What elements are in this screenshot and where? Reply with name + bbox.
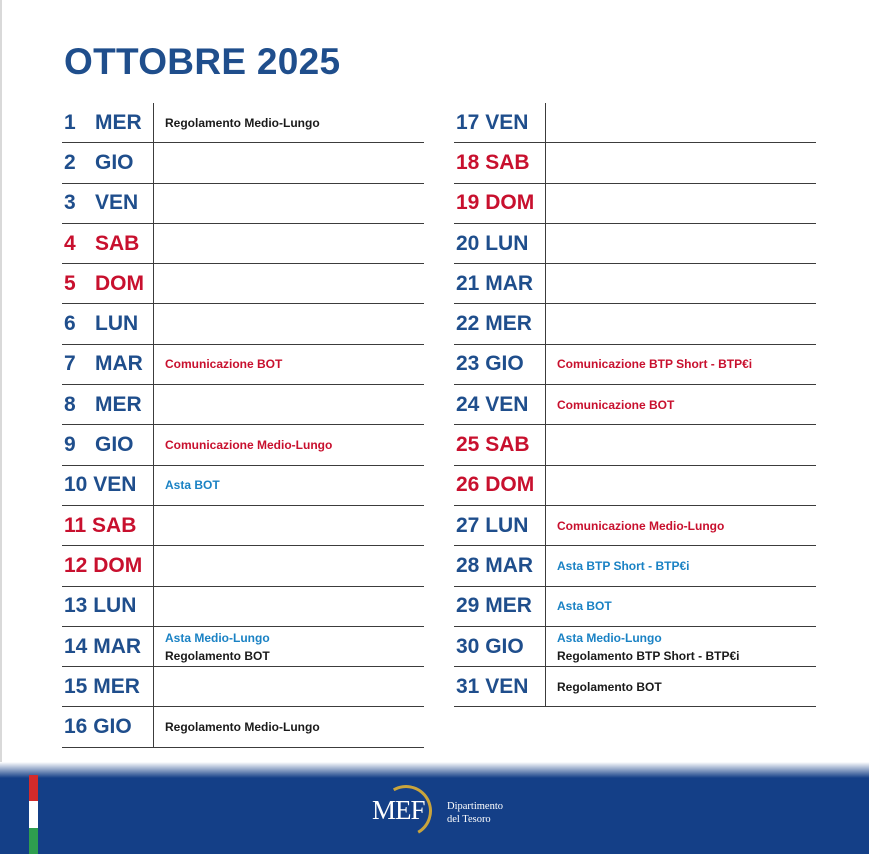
event-entry: Comunicazione BOT [165, 357, 283, 372]
column-divider [545, 304, 546, 344]
day-name: MER [485, 594, 532, 618]
day-number: 3 [64, 191, 76, 215]
day-row [454, 627, 816, 667]
calendar-column-right [454, 103, 816, 707]
day-row [454, 304, 816, 344]
day-row [454, 264, 816, 304]
day-label [62, 676, 153, 698]
day-events [153, 436, 332, 454]
day-label [454, 112, 545, 134]
column-divider [545, 224, 546, 264]
day-number: 21 [456, 271, 480, 295]
day-label [62, 313, 153, 335]
day-label [454, 434, 545, 456]
day-name: SAB [95, 231, 140, 255]
day-name: VEN [485, 392, 529, 416]
day-events [545, 517, 724, 535]
event-entry: Comunicazione Medio-Lungo [165, 438, 333, 453]
day-row [454, 103, 816, 143]
day-name: MER [95, 110, 142, 134]
event-entry: Regolamento BTP Short - BTP€i [557, 648, 740, 663]
day-number: 4 [64, 231, 76, 255]
day-label [454, 515, 545, 537]
day-label [454, 636, 545, 658]
day-name: DOM [95, 271, 144, 295]
day-number: 17 [456, 110, 480, 134]
department-name [447, 800, 503, 826]
day-name: SAB [485, 433, 530, 457]
column-divider [545, 264, 546, 304]
column-divider [545, 345, 546, 385]
day-events [153, 114, 320, 132]
day-number: 7 [64, 352, 76, 376]
day-events [545, 597, 612, 615]
day-number: 16 [64, 715, 88, 739]
day-name: VEN [93, 473, 137, 497]
column-divider [153, 466, 154, 506]
event-entry: Regolamento BOT [557, 679, 662, 694]
event-entry: Asta Medio-Lungo [165, 630, 270, 645]
event-entry: Regolamento Medio-Lungo [165, 115, 320, 130]
department-line-1: Dipartimento [447, 801, 503, 812]
day-number: 26 [456, 473, 480, 497]
column-divider [545, 506, 546, 546]
event-entry: Comunicazione Medio-Lungo [557, 518, 725, 533]
day-name: DOM [485, 191, 535, 215]
day-name: VEN [95, 191, 139, 215]
event-entry: Asta BOT [557, 599, 612, 614]
column-divider [545, 425, 546, 465]
day-number: 6 [64, 312, 76, 336]
day-number: 13 [64, 594, 88, 618]
day-number: 19 [456, 191, 480, 215]
day-number: 25 [456, 433, 480, 457]
day-events [153, 718, 320, 736]
column-divider [545, 627, 546, 667]
column-divider [153, 506, 154, 546]
day-row [454, 224, 816, 264]
day-label [62, 353, 153, 375]
day-row [62, 304, 424, 344]
day-number: 10 [64, 473, 88, 497]
italian-flag-strip [29, 775, 38, 854]
day-name: GIO [95, 150, 134, 174]
day-name: SAB [485, 150, 530, 174]
day-number: 11 [64, 513, 87, 537]
column-divider [545, 184, 546, 224]
day-name: MER [95, 392, 142, 416]
event-entry: Comunicazione BOT [557, 397, 675, 412]
page-edge [0, 0, 2, 854]
day-number: 27 [456, 513, 480, 537]
day-row [454, 425, 816, 465]
column-divider [153, 707, 154, 747]
day-number: 15 [64, 674, 88, 698]
day-number: 9 [64, 433, 76, 457]
event-entry: Regolamento BOT [165, 648, 270, 663]
day-row [454, 385, 816, 425]
day-label [62, 636, 153, 658]
day-label [454, 313, 545, 335]
day-label [62, 273, 153, 295]
column-divider [153, 425, 154, 465]
day-number: 30 [456, 634, 480, 658]
day-row [62, 667, 424, 707]
event-entry: Asta BOT [165, 478, 220, 493]
day-name: VEN [485, 110, 529, 134]
column-divider [153, 385, 154, 425]
day-label [454, 474, 545, 496]
flag-white [29, 801, 38, 828]
day-row [62, 587, 424, 627]
day-number: 24 [456, 392, 480, 416]
day-number: 28 [456, 553, 480, 577]
day-row [62, 345, 424, 385]
day-events [545, 557, 689, 575]
day-number: 8 [64, 392, 76, 416]
day-label [62, 394, 153, 416]
column-divider [153, 103, 154, 143]
day-label [454, 273, 545, 295]
column-divider [153, 627, 154, 667]
event-entry: Asta Medio-Lungo [557, 630, 662, 645]
day-row [454, 667, 816, 707]
day-row [454, 143, 816, 183]
column-divider [545, 466, 546, 506]
column-divider [153, 143, 154, 183]
day-row [454, 546, 816, 586]
day-label [454, 192, 545, 214]
day-row [454, 466, 816, 506]
event-entry: Comunicazione BTP Short - BTP€i [557, 357, 753, 372]
day-name: LUN [93, 594, 137, 618]
day-name: DOM [485, 473, 535, 497]
day-name: MAR [485, 271, 534, 295]
day-name: GIO [95, 433, 134, 457]
day-number: 18 [456, 150, 480, 174]
day-label [62, 515, 153, 537]
day-events [153, 629, 270, 665]
day-name: GIO [485, 352, 524, 376]
column-divider [545, 103, 546, 143]
day-label [62, 112, 153, 134]
day-label [62, 152, 153, 174]
day-row [62, 707, 424, 747]
column-divider [153, 264, 154, 304]
day-label [454, 152, 545, 174]
day-name: GIO [485, 634, 524, 658]
day-number: 23 [456, 352, 480, 376]
flag-red [29, 775, 38, 801]
page-title: OTTOBRE 2025 [64, 41, 341, 82]
day-row [454, 184, 816, 224]
day-number: 20 [456, 231, 480, 255]
day-label [454, 394, 545, 416]
day-label [62, 474, 153, 496]
column-divider [153, 587, 154, 627]
day-row [62, 184, 424, 224]
calendar-column-left [62, 103, 424, 748]
day-row [454, 587, 816, 627]
day-row [62, 425, 424, 465]
day-number: 12 [64, 553, 88, 577]
column-divider [153, 224, 154, 264]
column-divider [153, 304, 154, 344]
day-name: MER [485, 312, 532, 336]
day-events [545, 678, 662, 696]
day-row [62, 264, 424, 304]
day-row [454, 345, 816, 385]
day-name: GIO [93, 715, 132, 739]
column-divider [545, 667, 546, 707]
day-row [62, 546, 424, 586]
column-divider [545, 546, 546, 586]
day-label [62, 555, 153, 577]
day-name: MER [93, 674, 140, 698]
event-entry: Asta BTP Short - BTP€i [557, 558, 690, 573]
day-name: DOM [93, 553, 143, 577]
column-divider [153, 546, 154, 586]
day-name: LUN [485, 513, 529, 537]
day-row [62, 506, 424, 546]
day-row [62, 627, 424, 667]
day-label [454, 595, 545, 617]
day-events [545, 629, 739, 665]
day-events [545, 396, 674, 414]
day-name: MAR [93, 634, 142, 658]
day-label [62, 595, 153, 617]
day-row [62, 466, 424, 506]
event-entry: Regolamento Medio-Lungo [165, 720, 320, 735]
day-name: MAR [95, 352, 143, 376]
day-row [62, 103, 424, 143]
day-events [153, 355, 282, 373]
day-number: 1 [64, 110, 76, 134]
column-divider [545, 143, 546, 183]
mef-logo [372, 783, 442, 839]
footer-fade [0, 762, 869, 778]
day-label [62, 192, 153, 214]
day-number: 5 [64, 271, 76, 295]
day-label [62, 434, 153, 456]
day-row [454, 506, 816, 546]
column-divider [153, 345, 154, 385]
day-name: LUN [485, 231, 529, 255]
day-name: MAR [485, 553, 534, 577]
logo-text: MEF [372, 795, 425, 825]
day-number: 29 [456, 594, 480, 618]
day-number: 31 [456, 674, 480, 698]
day-row [62, 143, 424, 183]
day-label [454, 233, 545, 255]
day-label [454, 353, 545, 375]
day-row [62, 385, 424, 425]
day-number: 2 [64, 150, 76, 174]
department-line-2: del Tesoro [447, 814, 491, 825]
column-divider [153, 667, 154, 707]
column-divider [545, 587, 546, 627]
day-name: SAB [92, 513, 137, 537]
flag-green [29, 828, 38, 854]
day-events [545, 355, 752, 373]
column-divider [153, 184, 154, 224]
day-label [454, 676, 545, 698]
day-label [62, 233, 153, 255]
day-row [62, 224, 424, 264]
day-events [153, 476, 220, 494]
day-name: VEN [485, 674, 529, 698]
day-number: 14 [64, 634, 88, 658]
day-name: LUN [95, 312, 139, 336]
day-label [454, 555, 545, 577]
day-number: 22 [456, 312, 480, 336]
column-divider [545, 385, 546, 425]
day-label [62, 716, 153, 738]
